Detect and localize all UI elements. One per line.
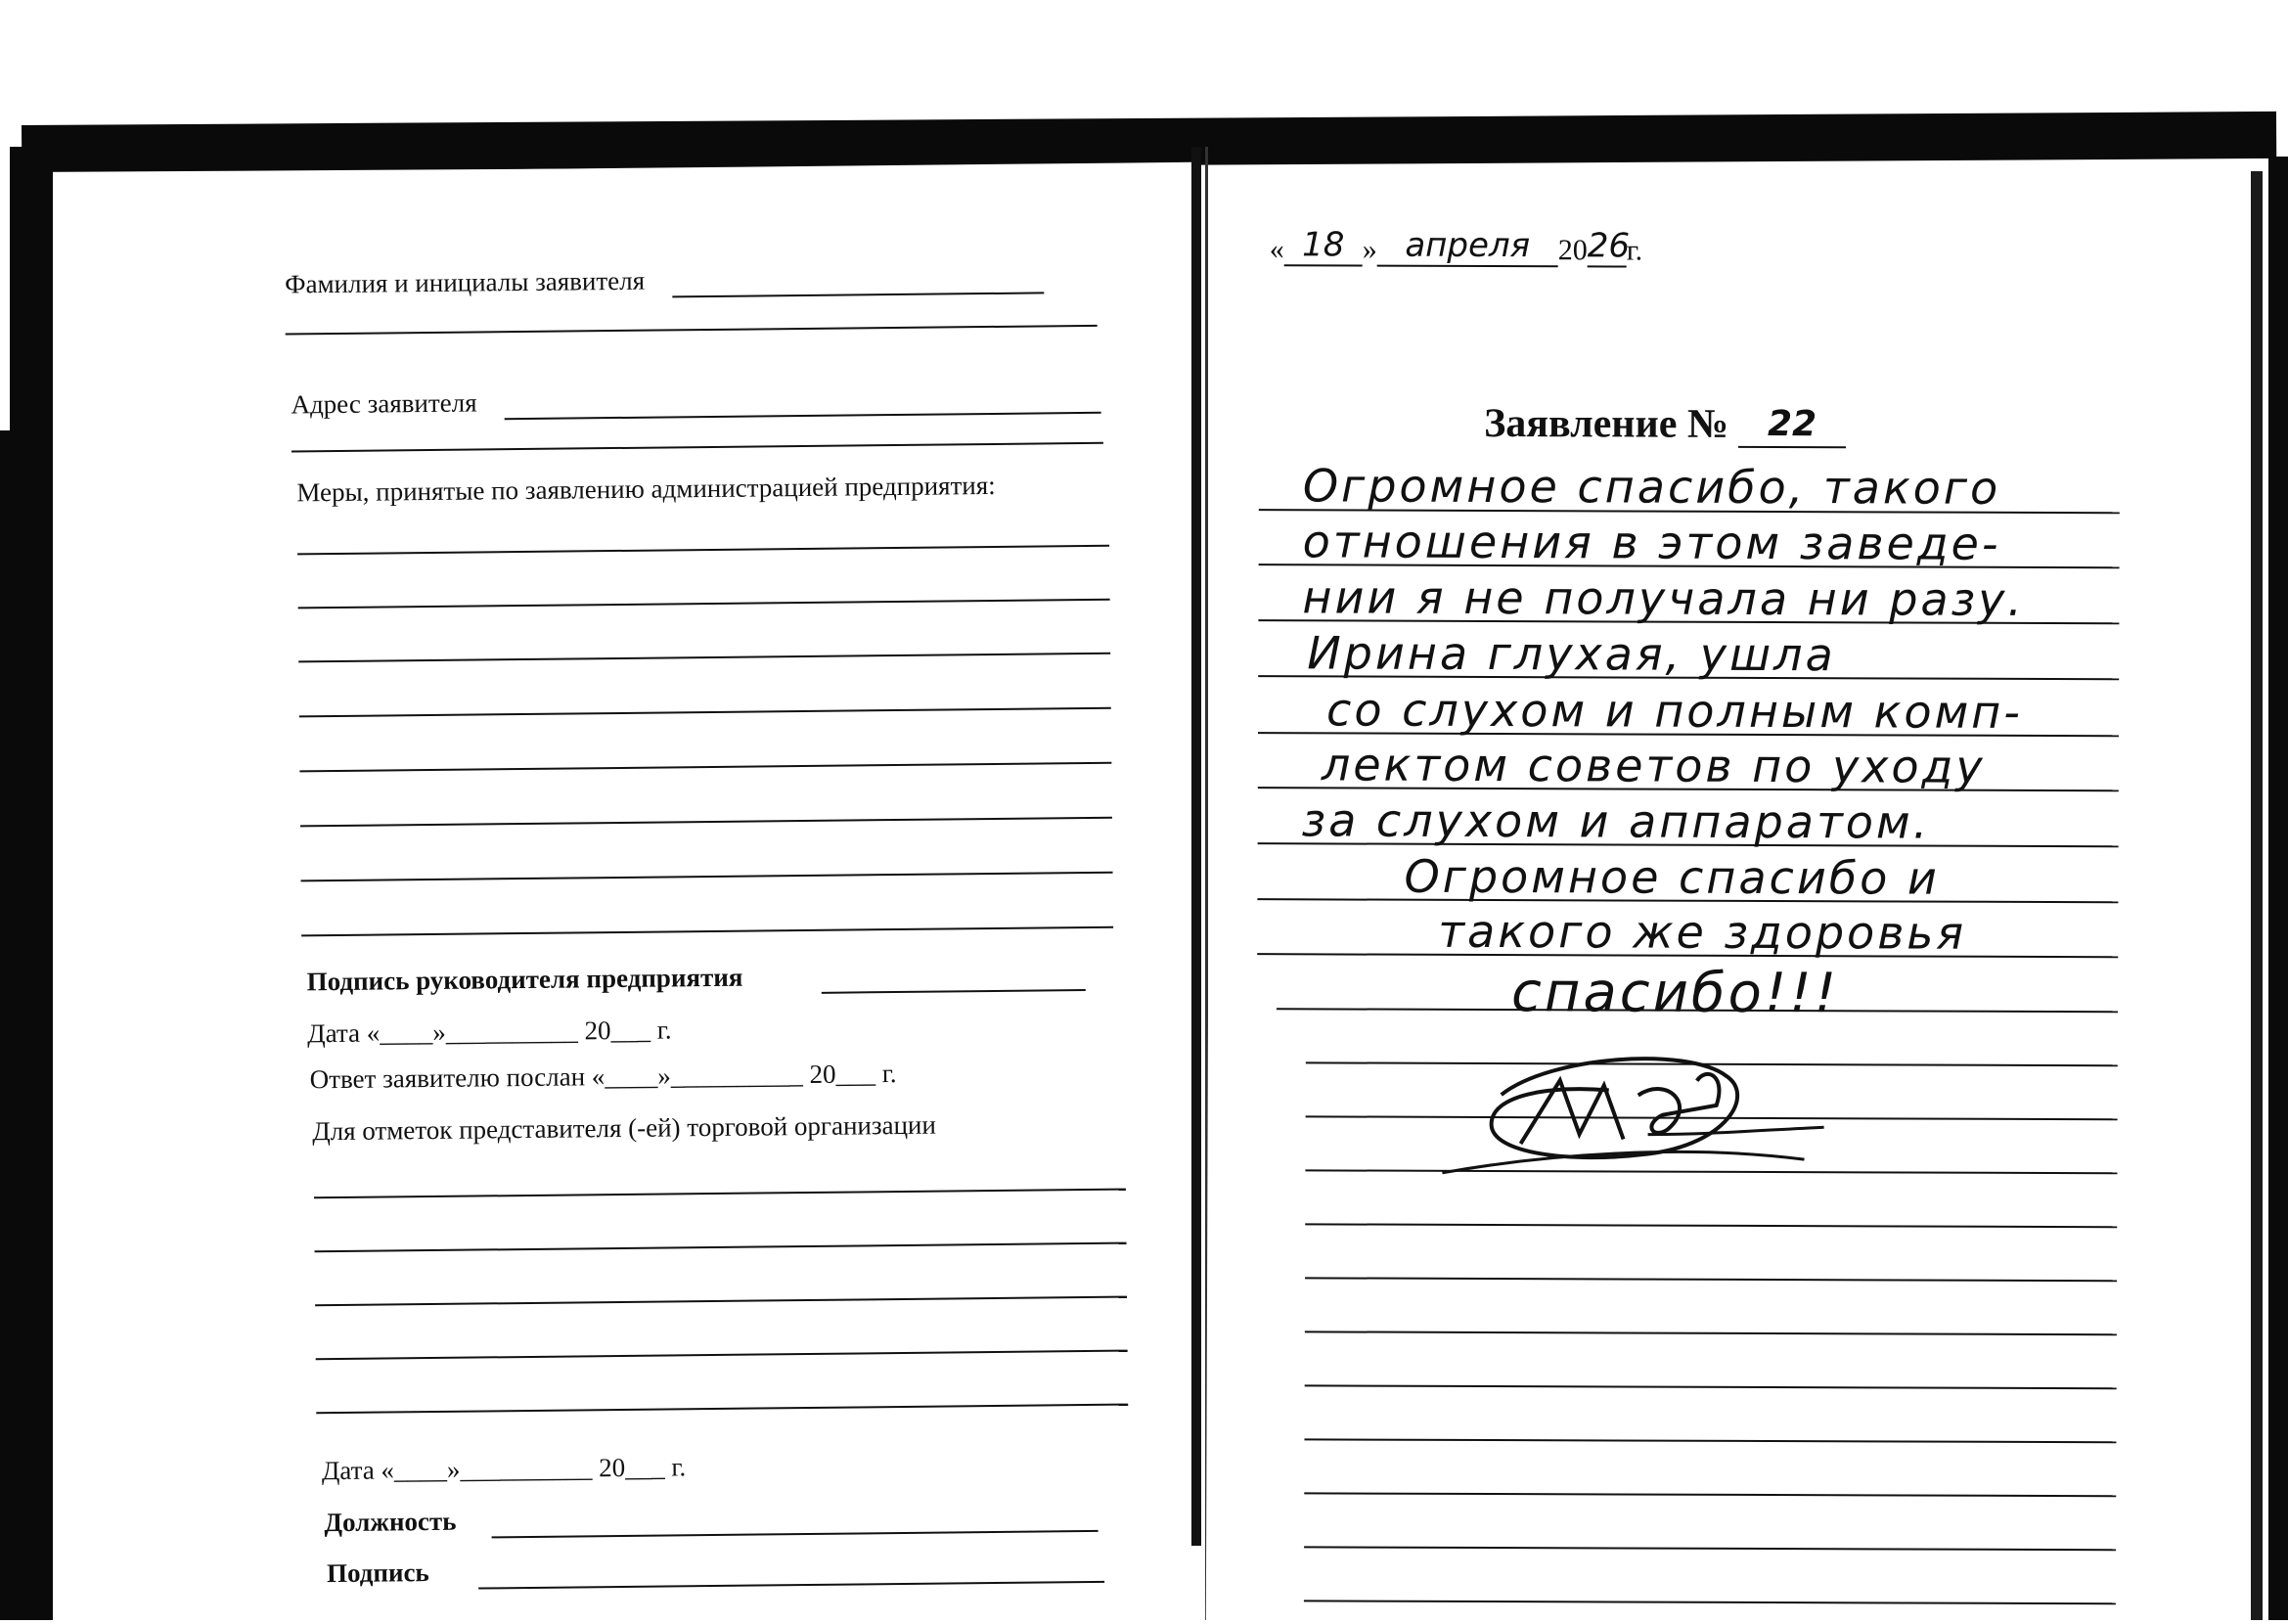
ruled-line <box>301 872 1113 882</box>
handwritten-line-8: Огромное спасибо и <box>1404 849 1940 905</box>
ruled-line <box>1305 1384 2117 1389</box>
ruled-line <box>1304 1546 2116 1551</box>
measures-label: Меры, принятые по заявлению администрацией предприятия: <box>296 470 996 508</box>
handwritten-line-2: отношения в этом заведе- <box>1302 515 2001 570</box>
applicant-address-label: Адрес заявителя <box>291 387 477 420</box>
handwritten-line-1: Огромное спасибо, такого <box>1302 459 2001 515</box>
ruled-line <box>1304 1600 2116 1604</box>
date-open-quote: « <box>1269 233 1284 266</box>
ruled-line <box>315 1242 1127 1253</box>
ruled-line <box>299 707 1111 718</box>
complaint-title <box>1484 398 1846 448</box>
title-number: 22 <box>1738 399 1846 448</box>
ruled-line <box>301 926 1113 937</box>
date-year-suffix: 26 <box>1587 226 1631 266</box>
ruled-line <box>286 325 1098 336</box>
book-cover-right-shadow <box>2251 171 2263 1620</box>
reply-sent-row <box>310 1060 897 1097</box>
position-line <box>492 1530 1099 1538</box>
complaint-date <box>1270 225 1643 267</box>
manager-signature-label: Подпись руководителя предприятия <box>306 962 743 997</box>
handwritten-line-10: спасибо!!! <box>1510 961 1840 1026</box>
ruled-line <box>314 1189 1126 1199</box>
date-close-quote: » <box>1362 233 1377 266</box>
ruled-line <box>297 545 1109 556</box>
date-label-1: Дата «____»__________ 20___ г. <box>307 1015 672 1049</box>
handwritten-line-7: за слухом и аппаратом. <box>1301 793 1931 849</box>
left-page <box>54 162 1208 1620</box>
book-spine <box>1191 147 1201 1546</box>
position-label: Должность <box>324 1506 457 1538</box>
date-day: 18 <box>1284 225 1363 266</box>
ruled-line <box>300 817 1112 828</box>
ruled-line <box>316 1350 1128 1361</box>
applicant-address-row <box>291 383 1100 423</box>
handwritten-signature <box>1432 1036 1844 1194</box>
date-row-2 <box>322 1454 687 1488</box>
manager-signature-line <box>822 989 1086 994</box>
ruled-line <box>315 1296 1127 1307</box>
applicant-name-label: Фамилия и инициалы заявителя <box>285 265 646 299</box>
applicant-name-row <box>285 263 1044 301</box>
position-row <box>324 1502 1098 1540</box>
ruled-line <box>1305 1331 2117 1335</box>
trade-rep-row <box>312 1109 937 1150</box>
ruled-line <box>292 442 1103 453</box>
signature-line <box>478 1581 1104 1590</box>
date-label-2: Дата «____»__________ 20___ г. <box>321 1452 687 1486</box>
reply-sent-label: Ответ заявителю послан «____»__________ 20___ г. <box>309 1059 897 1095</box>
date-row-1 <box>307 1016 672 1051</box>
handwritten-line-9: такого же здоровья <box>1438 904 1967 960</box>
signature-label: Подпись <box>326 1557 429 1589</box>
ruled-line <box>1304 1438 2116 1443</box>
handwritten-line-6: лектом советов по уходу <box>1321 738 1986 793</box>
handwritten-line-5: со слухом и полным комп- <box>1325 683 2024 739</box>
right-page <box>1206 174 2250 1624</box>
handwritten-line-3: нии я не получала ни разу. <box>1302 570 2026 626</box>
title-label: Заявление № <box>1484 400 1729 447</box>
ruled-line <box>1305 1223 2117 1228</box>
date-year-prefix: 20 <box>1557 234 1588 267</box>
date-year-g: г. <box>1626 234 1643 267</box>
date-month: апреля <box>1377 226 1558 268</box>
applicant-address-line <box>505 412 1101 420</box>
book-cover-left-shadow <box>0 430 39 1620</box>
manager-signature-row <box>307 961 1086 999</box>
signature-row <box>327 1553 1104 1591</box>
handwritten-line-4: Ирина глухая, ушла <box>1307 626 1836 682</box>
ruled-line <box>1305 1277 2117 1282</box>
trade-rep-label: Для отметок представителя (-ей) торговой организации <box>312 1109 937 1147</box>
measures-row <box>296 470 996 510</box>
ruled-line <box>298 599 1110 609</box>
book-cover-right-edge <box>2268 157 2288 1620</box>
ruled-line <box>299 762 1111 773</box>
ruled-line <box>316 1404 1128 1415</box>
applicant-name-line <box>672 292 1044 297</box>
ruled-line <box>298 653 1110 663</box>
ruled-line <box>1304 1492 2116 1497</box>
